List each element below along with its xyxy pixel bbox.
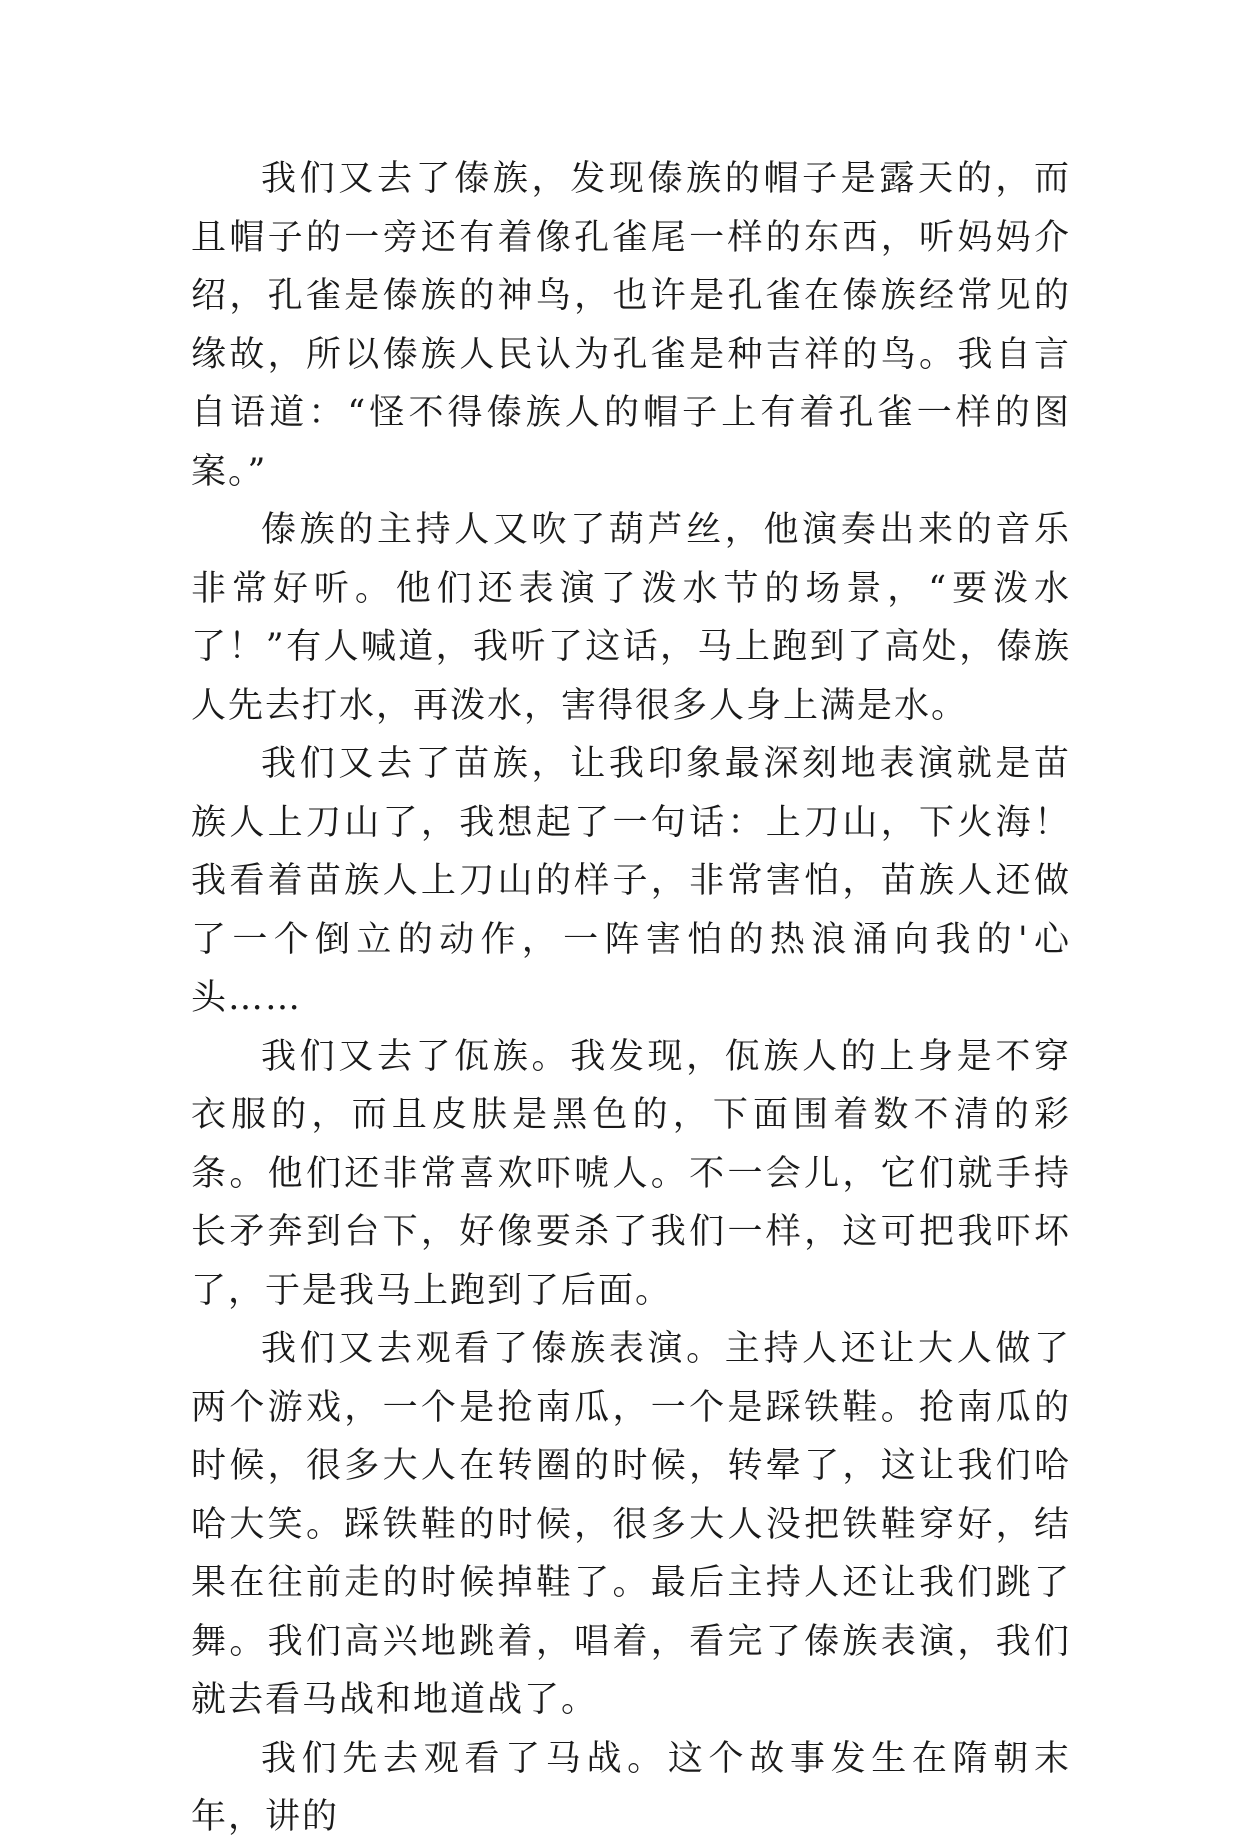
document-body (191, 150, 1071, 1847)
paragraph-2: 傣族的主持人又吹了葫芦丝，他演奏出来的音乐非常好听。他们还表演了泼水节的场景，“要泼水了！”有人喊道，我听了这话，马上跑到了高处，傣族人先去打水，再泼水，害得很多人身上满是水。 (191, 510, 1071, 726)
paragraph-3: 我们又去了苗族，让我印象最深刻地表演就是苗族人上刀山了，我想起了一句话：上刀山，下火海！我看着苗族人上刀山的样子，非常害怕，苗族人还做了一个倒立的动作，一阵害怕的热浪涌向我的'心头…… (191, 744, 1071, 1018)
paragraph-5: 我们又去观看了傣族表演。主持人还让大人做了两个游戏，一个是抢南瓜，一个是踩铁鞋。抢南瓜的时候，很多大人在转圈的时候，转晕了，这让我们哈哈大笑。踩铁鞋的时候，很多大人没把铁鞋穿好，结果在往前走的时候掉鞋了。最后主持人还让我们跳了舞。我们高兴地跳着，唱着，看完了傣族表演，我们就去看马战和地道战了。 (191, 1329, 1071, 1720)
paragraph-1: 我们又去了傣族，发现傣族的帽子是露天的，而且帽子的一旁还有着像孔雀尾一样的东西，听妈妈介绍，孔雀是傣族的神鸟，也许是孔雀在傣族经常见的缘故，所以傣族人民认为孔雀是种吉祥的鸟。我自言自语道：“怪不得傣族人的帽子上有着孔雀一样的图案。” (191, 159, 1071, 492)
paragraph-4: 我们又去了佤族。我发现，佤族人的上身是不穿衣服的，而且皮肤是黑色的，下面围着数不清的彩条。他们还非常喜欢吓唬人。不一会儿，它们就手持长矛奔到台下，好像要杀了我们一样，这可把我吓坏了，于是我马上跑到了后面。 (191, 1036, 1071, 1311)
paragraph-6: 我们先去观看了马战。这个故事发生在隋朝末年，讲的 (191, 1738, 1071, 1837)
